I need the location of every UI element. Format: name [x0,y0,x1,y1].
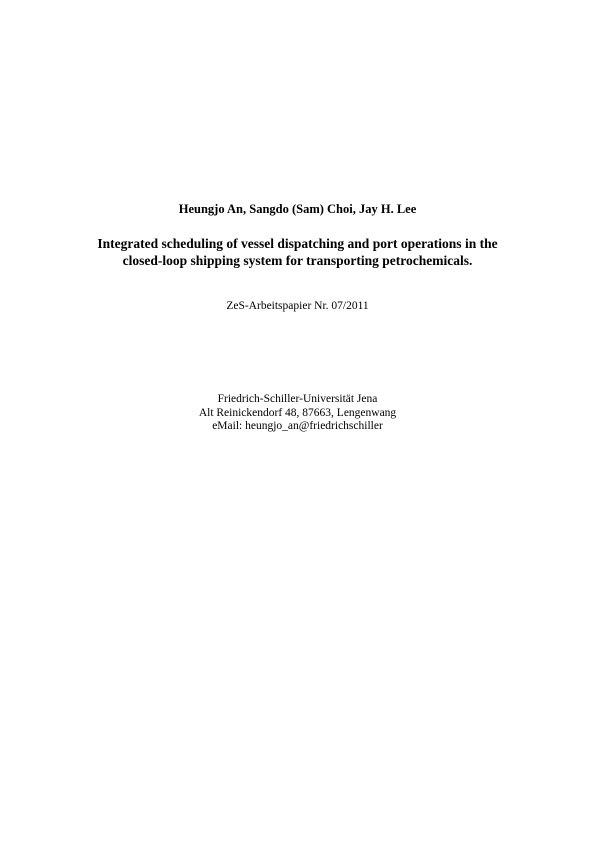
author-list: Heungjo An, Sangdo (Sam) Choi, Jay H. Lee [178,202,417,216]
author-address [0,393,595,434]
paper-title-line-2: closed-loop shipping system for transporting petrochemicals. [122,253,473,268]
email-address: eMail: heungjo_an@friedrichschiller [212,420,383,432]
working-paper-number: ZeS-Arbeitspapier Nr. 07/2011 [226,300,369,312]
institution-name: Friedrich-Schiller-Universität Jena [217,393,378,405]
paper-title-line-1: Integrated scheduling of vessel dispatching and port operations in the [97,236,498,251]
paper-title [0,235,595,269]
street-address: Alt Reinickendorf 48, 87663, Lengenwang [198,406,397,419]
